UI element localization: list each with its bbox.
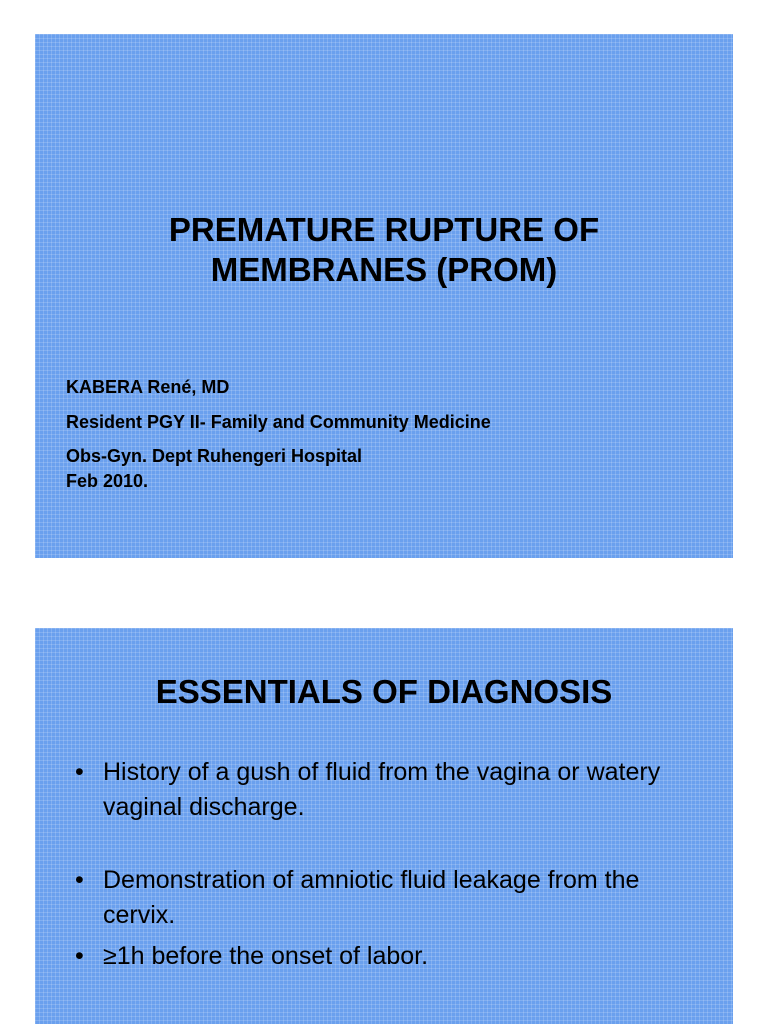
title-line-1: PREMATURE RUPTURE OF	[168, 211, 600, 248]
slide-diagnosis	[35, 628, 733, 1024]
diagnosis-bullet-list	[75, 755, 715, 974]
list-item	[75, 939, 715, 974]
bullet-text: ≥1h before the onset of labor.	[103, 942, 429, 970]
slide-title-heading	[35, 210, 733, 290]
bullet-dot-icon: •	[75, 942, 84, 970]
author-name: KABERA René, MD	[66, 377, 230, 397]
bullet-dot-icon: •	[75, 758, 84, 786]
bullet-text: Demonstration of amniotic fluid leakage from the cervix.	[103, 866, 640, 929]
diagnosis-heading: ESSENTIALS OF DIAGNOSIS	[155, 673, 613, 710]
list-item	[75, 755, 715, 825]
author-block	[66, 377, 491, 491]
author-position: Resident PGY II- Family and Community Medicine	[66, 412, 491, 432]
title-line-2: MEMBRANES (PROM)	[210, 251, 558, 288]
slide-title	[35, 34, 733, 558]
list-item	[75, 863, 715, 933]
bullet-dot-icon: •	[75, 866, 84, 894]
author-department: Obs-Gyn. Dept Ruhengeri Hospital	[66, 446, 363, 466]
bullet-text: History of a gush of fluid from the vagina or watery vaginal discharge.	[103, 758, 661, 821]
presentation-date: Feb 2010.	[66, 471, 149, 491]
